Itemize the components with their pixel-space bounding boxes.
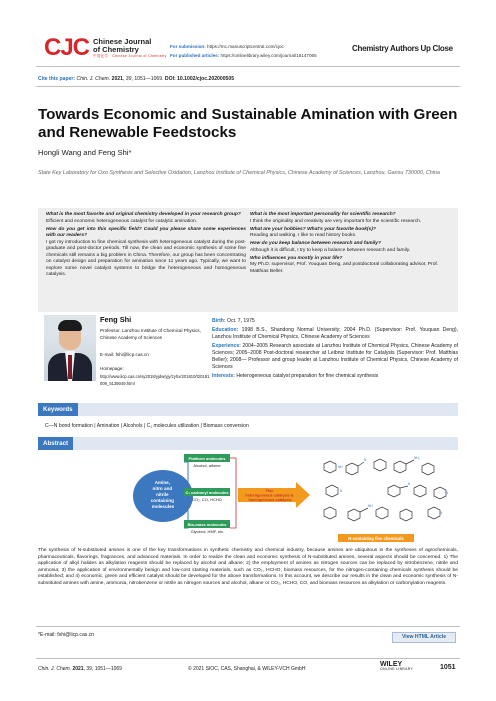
footer-vol-pages: 39, 1051—1069 [86,666,122,672]
product-label: N-containing fine chemicals [348,536,404,541]
footer-copyright: © 2021 SIOC, CAS, Shanghai, & WILEY-VCH GmbH [188,666,306,672]
bio-position: Professor, Lanzhou Institute of Chemical Physics, Chinese Academy of Sciences [100,328,201,340]
keywords-text: C—N bond formation | Amination | Alcohols | C₁ molecules utilization | Biomass conversion [45,423,249,429]
src-line1: Amine, [154,480,171,485]
cite-label: Cite this paper: [38,76,76,82]
svg-text:N: N [340,489,343,493]
keywords-bar [38,403,458,416]
page-header [0,0,496,64]
bio-email[interactable]: E-mail: fshi@licp.cas.cn [100,352,149,357]
cite-doi[interactable]: DOI: 10.1002/cjoc.202000505 [164,76,235,82]
published-label: For published articles: [170,53,220,58]
qa-question: How do you get into this specific field? Could you please share some experiences with our readers? [46,226,246,238]
qa-answer: I got my introduction to fine chemical synthesis with heterogeneous catalyst during the post-graduate and post-doctor periods. Till now, the clean and economic synthesis of some fine chemicals still remains a big problem in China. Therefore, our group has been concentrating on catalyst design and preparation for amination since 11 years ago. Typically, we want to explore some novel catalyst systems to bridge the heterogeneous and homogeneous catalysis. [46,239,246,277]
header-divider [36,66,460,67]
author-photo [44,315,96,381]
keywords-heading: Keywords [38,403,78,416]
qa-box [38,208,458,312]
biomass-sub: Glycerol, HMF, etc [190,529,224,534]
logo-cjc: CJC [44,34,90,61]
footer-journal: Chin. J. Chem. [38,666,72,672]
bio-value-experience: 2004–2005 Research associate at Lanzhou Institute of Chemical Physics, Chinese Academy of Sciences; 2005–2008 Post-doctoral researcher at Leibniz Institute for Catalysis (Supervisor: Prof. Matthias Beller); 2008— Professor and group leader at Lanzhou Institute of Chemical Physics, Chinese Academy of Sciences [212,342,458,371]
submission-label: For submission: [170,44,206,49]
c1-carbonyl-sub: CO₂, CO, HCHO [192,497,222,502]
qa-question: What is the most important personality for scientific research? [250,212,396,217]
src-line3: nitrile [156,492,169,497]
qa-right-column [250,212,452,277]
bio-value-birth: Oct. 7, 1975 [227,318,255,324]
qa-left-column [46,212,246,280]
svg-text:NH: NH [338,465,343,469]
abstract-heading: Abstract [38,437,73,450]
footnote-divider [36,626,460,627]
abstract-text: The synthesis of N-substituted amines is one of the key transformations in synthetic chemistry and chemical industry, because amines are ubiquitous in the syntheses of agrochemicals, pharmaceuticals, flavorings, fragrances, and advanced materials. In order to realize the clean and economic synthesis of N-substituted amines, several aspects should be concerned. 1) The application of alkyl halides as alkylation reagents should be replaced by alcohol and alkane; 2) the employment of amines as nitrogen sources can be replaced by nitrobenzene, nitrile and ammonia; 3) the application of environmentally benign and low-cost starting materials, such as CO₂, HCHO, biomass resources, for the nitrogen-containing chemicals synthesis should be established; and 4) economic, green and efficient catalyst should be developed for the above transformations. In this account, we describe our results in the clean and economic synthesis of N-substituted amines with amine, ammonia, nitrobenzene or nitrile as nitrogen sources and alcohol, alkane or CO₂, HCHO, CO, and biomass resources as alkylation or carbonylation reagents. [38,548,458,586]
svg-text:N: N [446,491,449,495]
view-html-button[interactable]: View HTML Article [392,632,456,643]
bio-key-interests: Interests: [212,372,235,379]
qa-answer: Efficient and economic heterogeneous catalyst for catalytic amination. [46,218,198,224]
footer-year: 2021 [72,666,84,672]
journal-name-line1: Chinese Journal [93,36,152,46]
footer-divider [36,658,460,659]
svg-text:N: N [364,458,367,462]
submission-info [170,42,317,60]
src-line5: molecules [151,504,175,509]
wiley-wordmark: WILEY [380,661,403,668]
affiliation: State Key Laboratory for Oxo Synthesis and Selective Oxidation, Lanzhou Institute of Chemical Physics, Chinese Academy of Sciences, Lanzhou, Gansu 730000, China [38,170,440,176]
wiley-logo[interactable] [380,661,413,672]
qa-question: Who influences you mostly in your life? [250,255,343,261]
svg-text:NH₂: NH₂ [414,456,420,460]
submission-link[interactable]: https://mc.manuscriptcentral.com/cjoc [207,44,284,49]
corresponding-email: *E-mail: fshi@licp.cas.cn [38,632,95,638]
abstract-bar [38,437,458,450]
bio-value-education: 1998 B.S., Shandong Normal University; 2004 Ph.D. (Supervisor: Prof. Youquan Deng), Lanzhou Institute of Chemical Physics, Chinese Academy of Sciences [212,326,459,340]
svg-text:NH: NH [368,504,373,508]
section-title: Chemistry Authors Up Close [352,44,453,53]
qa-answer: My Ph.D. supervisor, Prof. Youquan Deng, and postdoctoral collaborating advisor, Prof. Matthias Beller. [250,262,439,274]
qa-answer: I think the originality and creativity are very important for the scientific research. [250,218,422,224]
bio-key-birth: Birth: [212,318,226,324]
cite-divider [36,86,460,87]
qa-answer: Reading and walking. I like to read history books. [250,233,357,238]
src-line4: containing [150,498,174,503]
cite-pages: 1051—1069. [134,76,164,82]
citation-line: Cite this paper: Chin. J. Chem. 2021, 39, 1051—1069. DOI: 10.1002/cjoc.202000505 [38,76,235,82]
bio-key-education: Education: [212,326,239,333]
platform-molecules-label: Platform molecules [188,456,226,461]
platform-molecules-sub: Alcohol, alkene [193,463,221,468]
journal-name-line3: 中国化学 · Chinese Journal of Chemistry [93,53,167,58]
bio-value-interests: Heterogeneous catalyst preparation for fine chemical synthesis [236,372,379,379]
biomass-label: Bio-mass molecules [187,522,227,527]
bio-details [212,318,458,382]
published-link[interactable]: https://onlinelibrary.wiley.com/journal/16147065 [220,53,317,58]
bio-homepage-label: Homepage: [100,366,124,371]
svg-text:N: N [440,511,443,515]
graphical-abstract [38,450,458,542]
c1-carbonyl-label: C₁ carbonyl molecules [185,490,229,495]
qa-question: What are your hobbies? What's your favorite book(s)? [250,226,376,232]
svg-text:N: N [408,482,411,486]
cite-year: 2021 [111,76,123,82]
page-number: 1051 [440,664,456,671]
journal-name-line2: of Chemistry [93,44,139,54]
qa-question: How do you keep balance between research and family? [250,241,382,246]
paper-title: Towards Economic and Sustainable Amination with Green and Renewable Feedstocks [38,106,458,141]
qa-answer: Although it is difficult, I try to keep a balance between research and family. [250,247,411,253]
src-line2: nitro and [152,486,173,491]
authors: Hongli Wang and Feng Shi* [38,148,132,157]
bio-homepage-link[interactable]: http://www.licp.cas.cn/sy2018/yjdw/yjy/zyhx/201810/t20181009_5139049.html [100,374,210,386]
bio-key-experience: Experience: [212,342,241,349]
bio-name: Feng Shi [100,315,132,324]
cite-journal: Chin. J. Chem. [76,76,111,82]
footer-citation: Chin. J. Chem. 2021, 39, 1051—1069 [38,666,122,672]
catalysis-label: Fine heterogeneous catalysis & homogeneous catalysis [245,489,294,502]
qa-question: What is the most favorite and original chemistry developed in your research group? [46,212,241,217]
journal-logo[interactable] [44,36,167,60]
cite-volume: 39 [125,76,132,82]
wiley-subtitle: ONLINE LIBRARY [380,667,414,671]
